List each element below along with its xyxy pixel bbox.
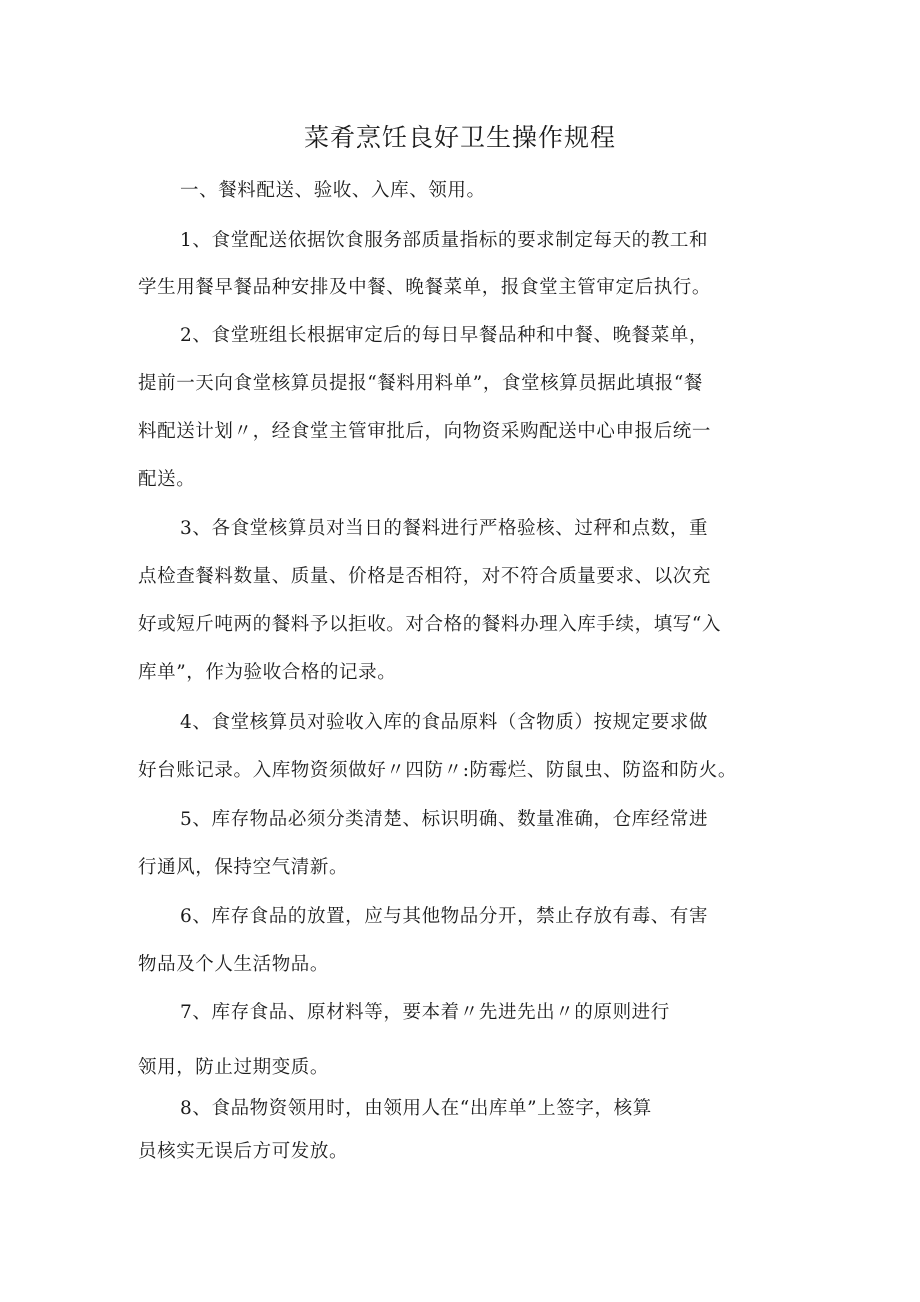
paragraph-3-line-4: 库单”，作为验收合格的记录。 <box>138 662 397 683</box>
paragraph-8-line-2: 员核实无误后方可发放。 <box>138 1141 349 1162</box>
paragraph-5-line-1: 5、库存物品必须分类清楚、标识明确、数量准确，仓库经常进 <box>180 809 709 830</box>
paragraph-6-line-1: 6、库存食品的放置，应与其他物品分开，禁止存放有毒、有害 <box>180 906 709 927</box>
paragraph-3-line-2: 点检查餐料数量、质量、价格是否相符，对不符合质量要求、以次充 <box>138 566 712 587</box>
paragraph-8-line-1: 8、食品物资领用时，由领用人在“出库单”上签字，核算 <box>180 1098 652 1119</box>
paragraph-2-line-3: 料配送计划〃，经食堂主管审批后，向物资采购配送中心申报后统一 <box>138 421 712 442</box>
paragraph-4-line-1: 4、食堂核算员对验收入库的食品原料（含物质）按规定要求做 <box>180 712 709 733</box>
paragraph-2-line-2: 提前一天向食堂核算员提报“餐料用料单”，食堂核算员据此填报“餐 <box>138 373 703 394</box>
paragraph-5-line-2: 行通风，保持空气清新。 <box>138 857 349 878</box>
paragraph-3-line-3: 好或短斤吨两的餐料予以拒收。对合格的餐料办理入库手续，填写“入 <box>138 614 722 635</box>
paragraph-7-line-1: 7、库存食品、原材料等，要本着〃先进先出〃的原则进行 <box>180 1002 670 1023</box>
section-heading: 一、餐料配送、验收、入库、领用。 <box>180 180 486 201</box>
paragraph-2-line-1: 2、食堂班组长根据审定后的每日早餐品种和中餐、晚餐菜单， <box>180 325 709 346</box>
paragraph-3-line-1: 3、各食堂核算员对当日的餐料进行严格验核、过秤和点数，重 <box>180 518 709 539</box>
paragraph-1-line-1: 1、食堂配送依据饮食服务部质量指标的要求制定每天的教工和 <box>180 230 709 251</box>
paragraph-1-line-2: 学生用餐早餐品种安排及中餐、晚餐菜单，报食堂主管审定后执行。 <box>138 277 712 298</box>
paragraph-7-line-2: 领用，防止过期变质。 <box>138 1057 330 1078</box>
paragraph-2-line-4: 配送。 <box>138 469 196 490</box>
paragraph-6-line-2: 物品及个人生活物品。 <box>138 954 330 975</box>
document-title: 菜肴烹饪良好卫生操作规程 <box>303 123 616 152</box>
paragraph-4-line-2: 好台账记录。入库物资须做好〃四防〃:防霉烂、防鼠虫、防盗和防火。 <box>138 760 737 781</box>
